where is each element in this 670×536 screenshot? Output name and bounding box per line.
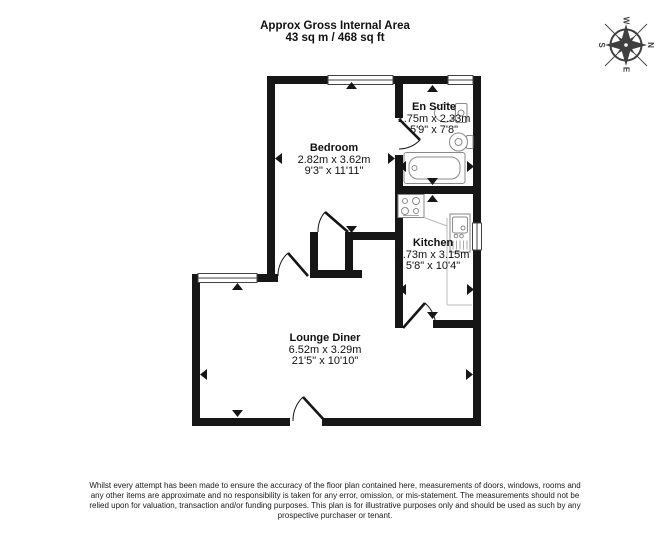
page-title: Approx Gross Internal Area — [260, 20, 410, 32]
disclaimer-line-1: Whilst every attempt has been made to ensure the accuracy of the floor plan contained here, measurements of doors, windows, rooms and — [89, 481, 581, 490]
wall-lounge-bottom-left — [192, 418, 290, 426]
ensuite-arrow-right — [467, 161, 474, 172]
kitchen-label — [397, 238, 470, 273]
ensuite-label — [398, 102, 471, 137]
wall-vestibule-right — [345, 240, 353, 278]
lounge-diner-metric-dim: 6.52m x 3.29m — [288, 343, 362, 356]
ensuite-name: En Suite — [411, 101, 457, 113]
bedroom-door — [318, 212, 348, 232]
wall-lounge-left — [192, 274, 200, 426]
wall-bedroom-bottom — [345, 232, 403, 240]
bedroom-imperial-dim: 9'3" x 11'11" — [304, 165, 364, 177]
bedroom-name: Bedroom — [309, 142, 359, 154]
wall-lounge-bottom-right — [322, 418, 481, 426]
kitchen-name: Kitchen — [412, 237, 454, 249]
disclaimer-text — [0, 481, 670, 521]
compass-south-label: S — [597, 42, 606, 48]
compass-east-label: E — [621, 66, 631, 73]
disclaimer-line-4: prospective purchaser or tenant. — [277, 511, 393, 520]
wall-kitchen-bottom — [433, 320, 481, 328]
lounge-arrow-up — [232, 283, 243, 290]
bedroom-arrow-right — [388, 153, 395, 164]
compass-west-label: W — [621, 16, 631, 25]
wall-right — [473, 76, 481, 426]
ensuite-metric-dim: 1.75m x 2.33m — [397, 112, 471, 125]
ensuite-arrow-up — [427, 85, 438, 92]
lounge-diner-name: Lounge Diner — [289, 332, 361, 344]
kitchen-arrow-right — [467, 284, 474, 295]
kitchen-window — [473, 223, 482, 250]
bedroom-arrow-left — [275, 153, 282, 164]
lounge-arrow-right — [466, 369, 473, 380]
bedroom-label — [298, 143, 371, 178]
ensuite-imperial-dim: 5'9" x 7'8" — [409, 124, 459, 136]
wall-vestibule-bottom — [310, 270, 362, 278]
disclaimer-line-3: relied upon for valuation, transaction and/or funding purposes. This plan is for illustrative purposes only and should be used as such by any — [89, 501, 581, 510]
kitchen-imperial-dim: 5'8" x 10'4" — [405, 260, 461, 272]
ensuite-window — [448, 76, 473, 85]
compass-rose-icon — [597, 17, 655, 73]
kitchen-arrow-down — [427, 312, 438, 319]
page-subtitle-area: 43 sq m / 468 sq ft — [285, 32, 385, 44]
lounge-window — [198, 274, 257, 283]
hall-door — [278, 253, 308, 276]
bedroom-window — [328, 76, 393, 85]
wall-ensuite-bottom — [395, 186, 481, 194]
hob — [398, 195, 424, 218]
wall-bedroom-left — [267, 76, 275, 282]
entrance-door — [293, 397, 325, 421]
lounge-diner-imperial-dim: 21'5" x 10'10" — [291, 355, 359, 367]
lounge-arrow-down — [232, 410, 243, 417]
lounge-arrow-left — [200, 369, 207, 380]
lounge-diner-label — [289, 333, 362, 368]
kitchen-metric-dim: 1.73m x 3.15m — [396, 248, 470, 261]
compass-north-label: N — [646, 42, 655, 48]
kitchen-arrow-up — [427, 195, 438, 202]
disclaimer-line-2: any other items are approximate and no responsibility is taken for any error, omission, or mis-statement. The measurements should not be — [90, 491, 580, 500]
bedroom-metric-dim: 2.82m x 3.62m — [297, 153, 371, 166]
